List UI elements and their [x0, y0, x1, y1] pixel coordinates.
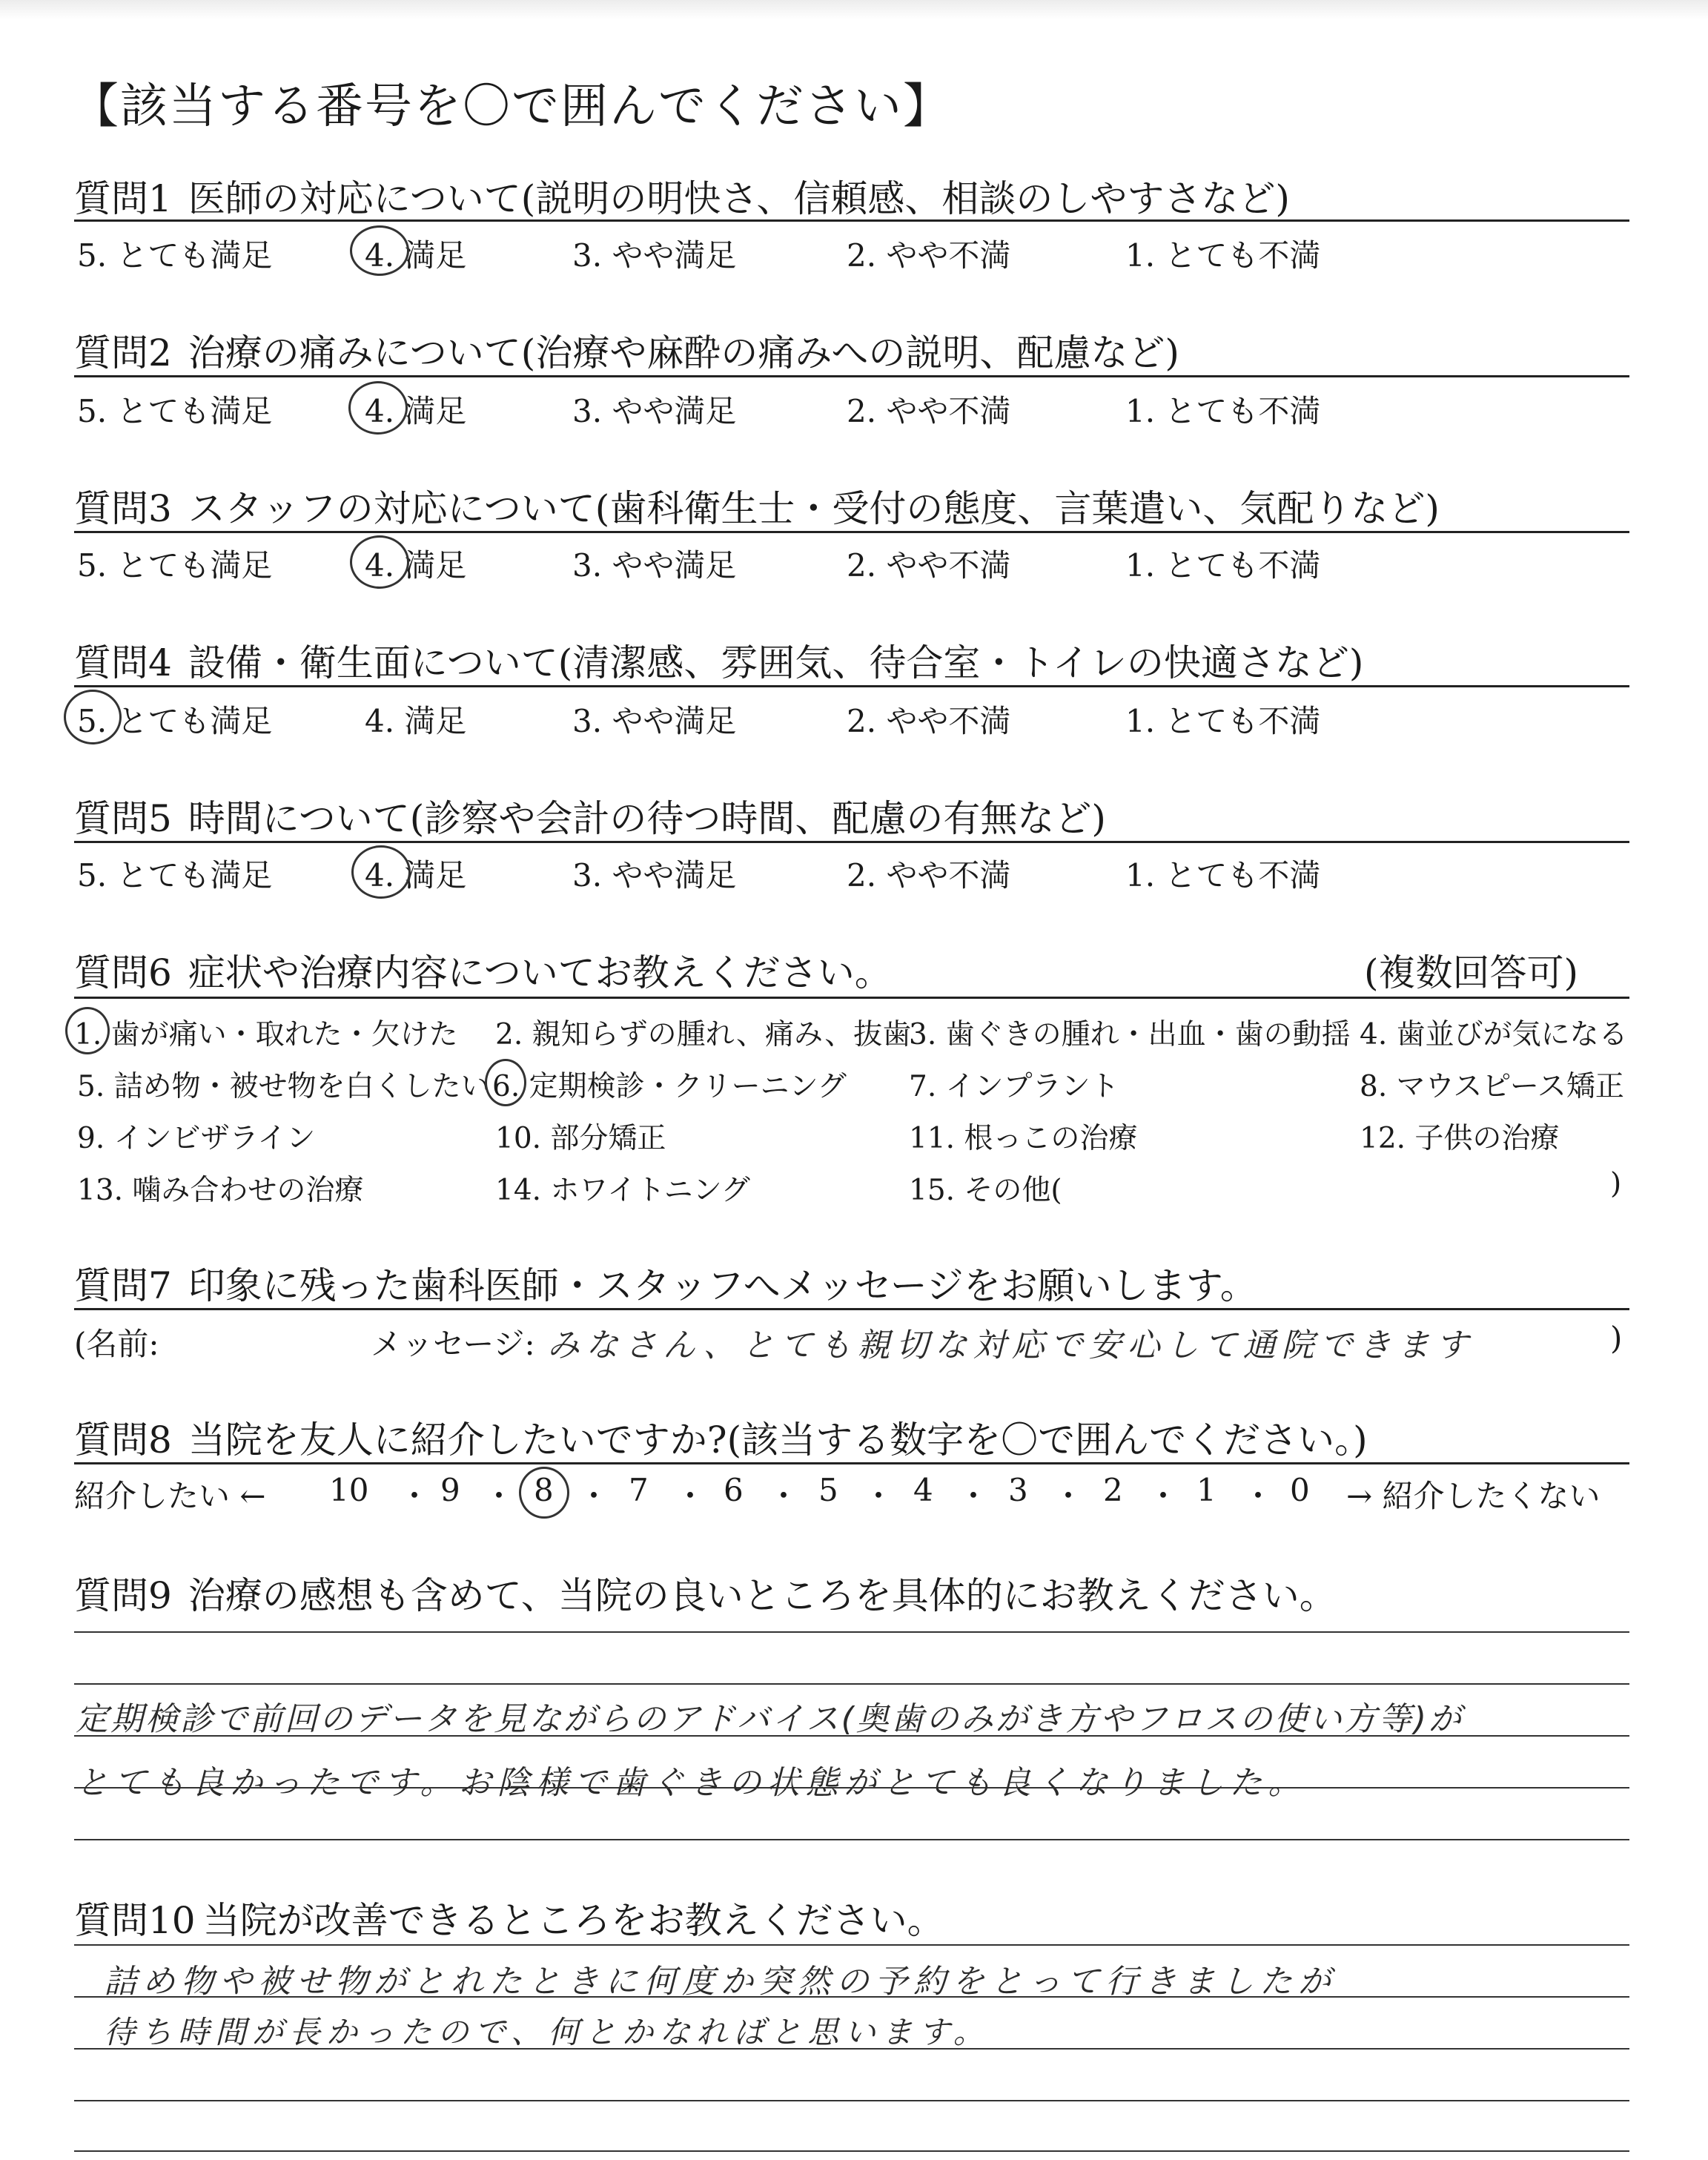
q6-item-6[interactable]: 6. 定期検診・クリーニング: [492, 1070, 847, 1103]
q4-option-3[interactable]: 3. やや満足: [572, 703, 737, 739]
question-7-rule: [74, 1308, 1629, 1310]
question-5-label: 質問5: [74, 797, 172, 840]
q7-message-handwritten: みなさん、とても親切な対応で安心して通院できます: [547, 1327, 1474, 1364]
q6-item-15[interactable]: 15. その他(: [909, 1174, 1062, 1207]
q5-option-4[interactable]: 4. 満足: [365, 857, 467, 894]
q1-option-1[interactable]: 1. とても不満: [1125, 237, 1321, 274]
q10-answer-line-2: 待ち時間が長かったので、何とかなればと思います。: [104, 2014, 990, 2050]
q1-option-2[interactable]: 2. やや不満: [847, 237, 1011, 274]
q2-option-3[interactable]: 3. やや満足: [572, 393, 737, 429]
q6-item-11[interactable]: 11. 根っこの治療: [909, 1122, 1138, 1155]
q8-dot-separator: ・: [399, 1478, 431, 1514]
q8-dot-separator: ・: [1053, 1478, 1085, 1514]
q7-name-label: (名前:: [74, 1326, 159, 1362]
q8-selection-circle: [519, 1467, 569, 1519]
q8-score-7[interactable]: 7: [629, 1472, 649, 1508]
q5-option-1[interactable]: 1. とても不満: [1125, 857, 1321, 894]
question-5-rule: [74, 841, 1629, 843]
q6-item-9[interactable]: 9. インビザライン: [77, 1122, 316, 1155]
question-7-label: 質問7: [74, 1264, 172, 1307]
q8-dot-separator: ・: [578, 1478, 610, 1514]
q6-item-7[interactable]: 7. インプラント: [909, 1070, 1119, 1103]
q4-selection-circle: [64, 690, 122, 744]
question-1-text: 医師の対応について(説明の明快さ、信頼感、相談のしやすさなど): [188, 177, 1290, 220]
q8-dot-separator: ・: [863, 1478, 895, 1514]
q2-option-1[interactable]: 1. とても不満: [1125, 393, 1321, 429]
q9-answer-line-2: とても良かったです。お陰様で歯ぐきの状態がとても良くなりました。: [76, 1764, 1307, 1802]
q3-option-1[interactable]: 1. とても不満: [1125, 547, 1321, 584]
q3-option-4[interactable]: 4. 満足: [365, 547, 467, 584]
question-8-text: 当院を友人に紹介したいですか?(該当する数字を〇で囲んでください。): [188, 1418, 1368, 1462]
q7-message-label: メッセージ:: [371, 1326, 535, 1362]
page-title: 【該当する番号を〇で囲んでください】: [71, 79, 952, 134]
q8-dot-separator: ・: [768, 1478, 800, 1514]
question-6: [74, 943, 892, 997]
q8-score-4[interactable]: 4: [913, 1472, 933, 1508]
q10-answer-line: [74, 2100, 1629, 2101]
q8-score-10[interactable]: 10: [329, 1472, 369, 1508]
q1-option-5[interactable]: 5. とても満足: [77, 237, 273, 274]
q5-selection-circle: [351, 845, 411, 899]
q9-answer-line: [74, 1631, 1629, 1633]
q10-answer-line-1: 詰め物や被せ物がとれたときに何度か突然の予約をとって行きましたが: [104, 1963, 1337, 2001]
question-3-label: 質問3: [74, 487, 172, 530]
q6-item-8[interactable]: 8. マウスピース矯正: [1360, 1070, 1624, 1103]
q6-item-12[interactable]: 12. 子供の治療: [1360, 1122, 1560, 1155]
q2-option-2[interactable]: 2. やや不満: [847, 393, 1011, 429]
q9-answer-line: [74, 1683, 1629, 1685]
q1-selection-circle: [350, 225, 409, 276]
q6-item-3[interactable]: 3. 歯ぐきの腫れ・出血・歯の動揺: [909, 1018, 1351, 1051]
q6-other-close-paren: ): [1610, 1167, 1622, 1200]
q10-answer-line: [74, 1944, 1629, 1946]
q3-option-5[interactable]: 5. とても満足: [77, 547, 273, 584]
question-2-label: 質問2: [74, 331, 172, 374]
q9-answer-line: [74, 1839, 1629, 1840]
question-8-label: 質問8: [74, 1418, 172, 1462]
question-2: [74, 323, 1179, 377]
q8-score-3[interactable]: 3: [1008, 1472, 1028, 1508]
question-3-text: スタッフの対応について(歯科衛生士・受付の態度、言葉遣い、気配りなど): [188, 487, 1440, 530]
q8-left-label: 紹介したい ←: [74, 1478, 266, 1514]
q6-item-6-selection-circle: [485, 1059, 526, 1106]
question-9-label: 質問9: [74, 1574, 172, 1617]
q5-option-5[interactable]: 5. とても満足: [77, 857, 273, 894]
q6-item-1[interactable]: 1. 歯が痛い・取れた・欠けた: [74, 1018, 458, 1051]
question-10-text: 当院が改善できるところをお教えください。: [202, 1899, 944, 1942]
q8-score-8[interactable]: 8: [534, 1472, 554, 1508]
q6-item-14[interactable]: 14. ホワイトニング: [495, 1174, 750, 1207]
question-1-rule: [74, 219, 1629, 222]
q8-dot-separator: ・: [675, 1478, 706, 1514]
q2-selection-circle: [348, 381, 408, 435]
q6-item-5[interactable]: 5. 詰め物・被せ物を白くしたい: [77, 1070, 490, 1103]
q4-option-5[interactable]: 5. とても満足: [77, 703, 273, 739]
q8-score-0[interactable]: 0: [1290, 1472, 1310, 1508]
q8-right-label: → 紹介したくない: [1346, 1478, 1601, 1514]
q4-option-1[interactable]: 1. とても不満: [1125, 703, 1321, 739]
question-7: [74, 1256, 1257, 1309]
q6-item-10[interactable]: 10. 部分矯正: [495, 1122, 666, 1155]
q6-item-13[interactable]: 13. 噛み合わせの治療: [77, 1174, 364, 1207]
question-9: [74, 1566, 1337, 1619]
question-6-rule: [74, 997, 1629, 999]
q8-dot-separator: ・: [1242, 1478, 1274, 1514]
question-9-text: 治療の感想も含めて、当院の良いところを具体的にお教えください。: [188, 1574, 1337, 1617]
question-1: [74, 169, 1290, 222]
question-7-text: 印象に残った歯科医師・スタッフへメッセージをお願いします。: [188, 1264, 1257, 1307]
q1-option-4[interactable]: 4. 満足: [365, 237, 467, 274]
q2-option-4[interactable]: 4. 満足: [365, 393, 467, 429]
question-8: [74, 1410, 1368, 1464]
q1-option-3[interactable]: 3. やや満足: [572, 237, 737, 274]
question-4-text: 設備・衛生面について(清潔感、雰囲気、待合室・トイレの快適さなど): [188, 641, 1364, 684]
question-3: [74, 479, 1440, 532]
question-4-rule: [74, 685, 1629, 687]
q4-option-2[interactable]: 2. やや不満: [847, 703, 1011, 739]
q9-answer-line-1: 定期検診で前回のデータを見ながらのアドバイス(奥歯のみがき方やフロスの使い方等)が: [76, 1700, 1464, 1738]
question-10-label: 質問10: [74, 1899, 196, 1942]
question-6-label: 質問6: [74, 951, 172, 994]
q6-item-1-selection-circle: [65, 1007, 110, 1054]
q3-selection-circle: [350, 535, 409, 589]
question-6-note: (複数回答可): [1364, 951, 1579, 994]
q8-score-6[interactable]: 6: [724, 1472, 744, 1508]
question-1-label: 質問1: [74, 177, 172, 220]
q3-option-2[interactable]: 2. やや不満: [847, 547, 1011, 584]
q2-option-5[interactable]: 5. とても満足: [77, 393, 273, 429]
question-2-text: 治療の痛みについて(治療や麻酔の痛みへの説明、配慮など): [188, 331, 1179, 374]
q8-score-5[interactable]: 5: [818, 1472, 838, 1508]
q4-option-4[interactable]: 4. 満足: [365, 703, 467, 739]
question-6-text: 症状や治療内容についてお教えください。: [188, 951, 892, 994]
q8-dot-separator: ・: [483, 1478, 515, 1514]
q3-option-3[interactable]: 3. やや満足: [572, 547, 737, 584]
q8-dot-separator: ・: [1148, 1478, 1179, 1514]
question-8-rule: [74, 1462, 1629, 1464]
question-4-label: 質問4: [74, 641, 172, 684]
question-10: [74, 1891, 944, 1944]
q8-score-1[interactable]: 1: [1196, 1472, 1217, 1508]
q6-item-2[interactable]: 2. 親知らずの腫れ、痛み、抜歯: [495, 1018, 912, 1051]
q5-option-3[interactable]: 3. やや満足: [572, 857, 737, 894]
question-2-rule: [74, 375, 1629, 377]
q8-score-9[interactable]: 9: [440, 1472, 460, 1508]
q5-option-2[interactable]: 2. やや不満: [847, 857, 1011, 894]
q7-close-paren: ): [1610, 1320, 1623, 1356]
q6-item-4[interactable]: 4. 歯並びが気になる: [1360, 1018, 1628, 1051]
question-3-rule: [74, 531, 1629, 533]
question-4: [74, 633, 1363, 687]
q10-answer-line: [74, 2150, 1629, 2152]
question-5-text: 時間について(診察や会計の待つ時間、配慮の有無など): [188, 797, 1106, 840]
question-5: [74, 789, 1106, 842]
q8-score-2[interactable]: 2: [1103, 1472, 1123, 1508]
q8-dot-separator: ・: [958, 1478, 990, 1514]
